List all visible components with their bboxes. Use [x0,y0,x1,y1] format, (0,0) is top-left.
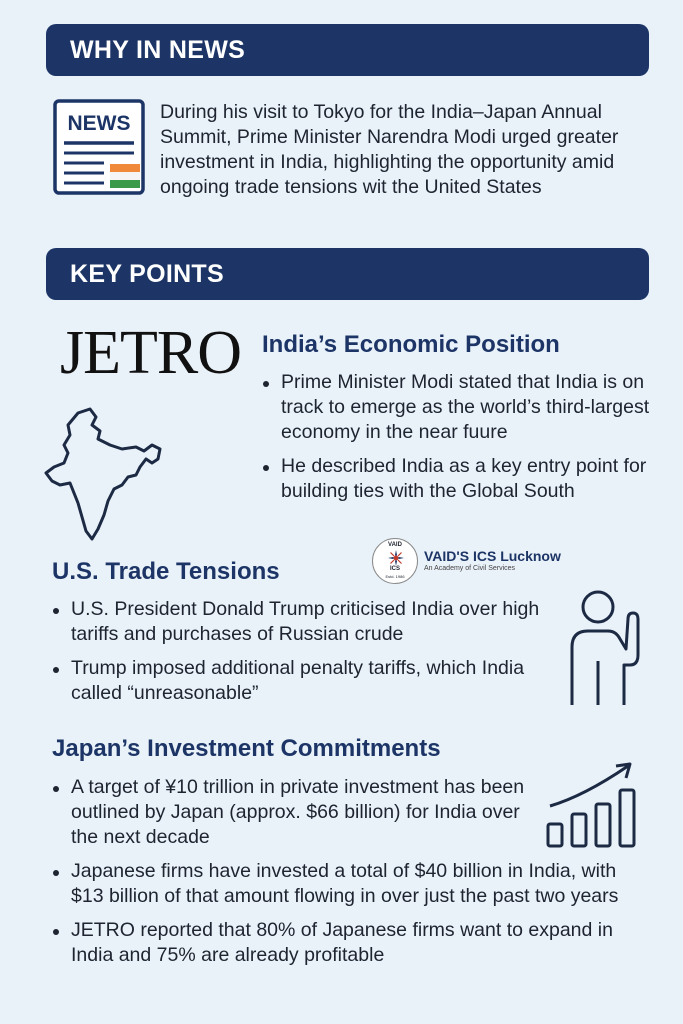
seal-bottom-text: Estd. 1986 [385,574,405,579]
person-raising-hand-icon [562,585,644,707]
key-points-banner [46,248,649,300]
seal-emblem-icon [388,550,404,566]
trade-tensions-list [52,597,542,706]
list-item: Prime Minister Modi stated that India is on track to emerge as the world’s third-largest economy in the near fuure [262,370,657,445]
economic-position-list [262,370,657,504]
list-item: He described India as a key entry point for building ties with the Global South [262,454,657,504]
vaid-ics-logo [372,538,561,584]
list-item: Trump imposed additional penalty tariffs, which India called “unreasonable” [52,656,542,706]
investment-title: Japan’s Investment Commitments [52,735,441,762]
why-in-news-heading: WHY IN NEWS [70,35,246,64]
list-item: U.S. President Donald Trump criticised India over high tariffs and purchases of Russian crude [52,597,542,647]
seal-mid-text: ICS [389,566,400,572]
growth-chart-icon [544,760,640,850]
india-map-icon [40,405,165,545]
list-item: JETRO reported that 80% of Japanese firms want to expand in India and 75% are already profitable [52,918,652,968]
list-item: A target of ¥10 trillion in private investment has been outlined by Japan (approx. $66 billion) for India over the next decade [52,775,531,850]
key-points-heading: KEY POINTS [70,259,224,288]
vaid-seal [372,538,418,584]
why-in-news-text: During his visit to Tokyo for the India–Japan Annual Summit, Prime Minister Narendra Modi urged greater investment in India, highlighting the opportunity amid ongoing trade tensions wit the United States [160,101,619,198]
trade-tensions-title: U.S. Trade Tensions [52,558,280,585]
why-in-news-banner [46,24,649,76]
vaid-title: VAID'S ICS Lucknow [424,548,561,564]
jetro-logo: JETRO [60,319,241,387]
economic-position-title: India’s Economic Position [262,331,560,358]
news-icon-label: NEWS [67,112,131,135]
newspaper-icon [52,98,148,198]
vaid-subtitle: An Academy of Civil Services [424,565,516,572]
seal-top-text: VAID [388,542,402,548]
list-item: Japanese firms have invested a total of $40 billion in India, with $13 billion of that amount flowing in over just the past two years [52,859,652,909]
